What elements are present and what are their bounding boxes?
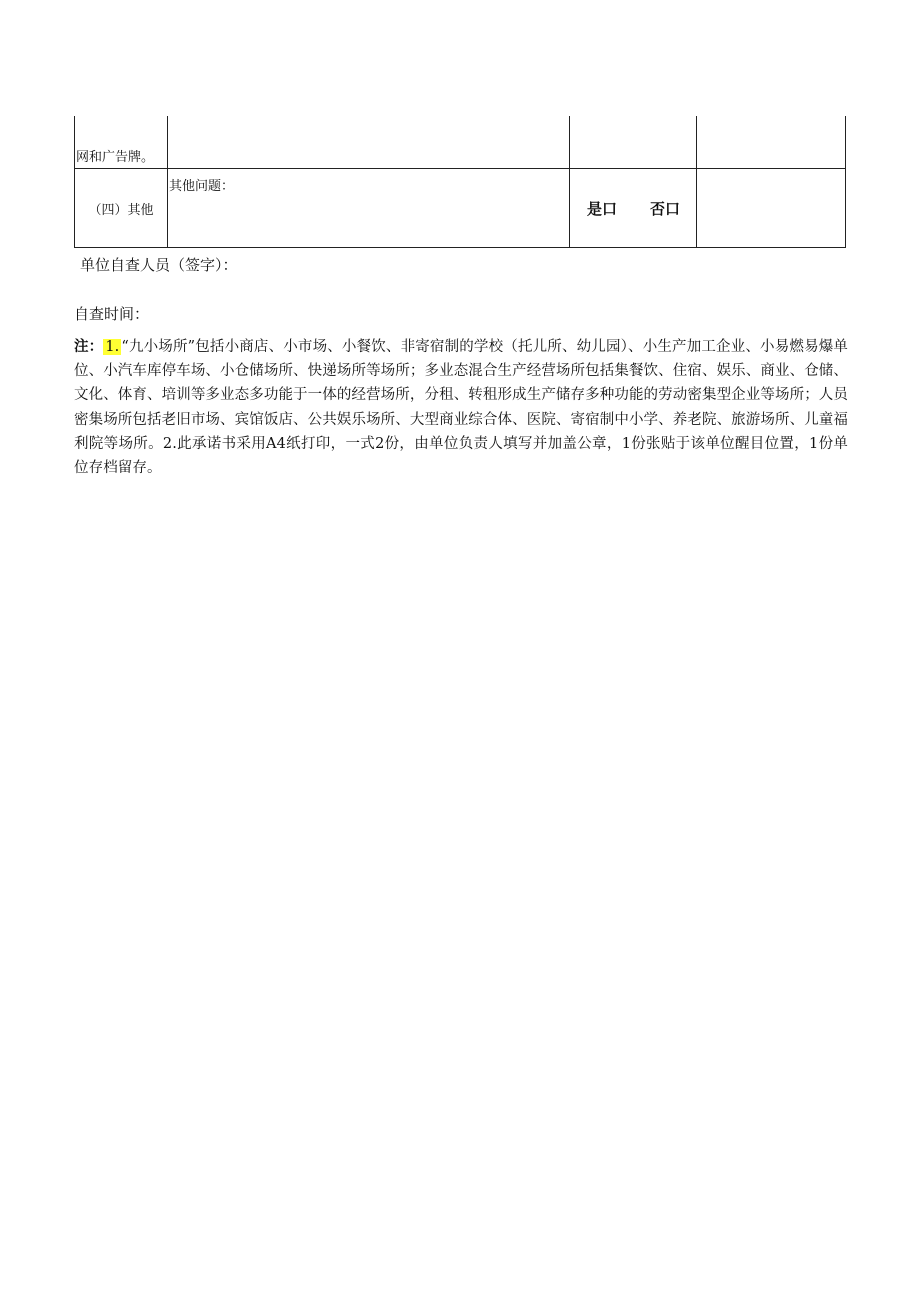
note-body: “九小场所”包括小商店、小市场、小餐饮、非寄宿制的学校（托儿所、幼儿园）、小生产加工企业、小易燃易爆单位、小汽车库停车场、小仓储场所、快递场所等场所；多业态混合生产经营场所包括集餐饮、住宿、娱乐、商业、仓储、文化、体育、培训等多业态多功能于一体的经营场所，分租、转租形成生产储存多种功能的劳动密集型企业等场所；人员密集场所包括老旧市场、宾馆饭店、公共娱乐场所、大型商业综合体、医院、寄宿制中小学、养老院、旅游场所、儿童福利院等场所。2.此承诺书采用A4纸打印，一式2份，由单位负责人填写并加盖公章，1份张贴于该单位醒目位置，1份单位存档留存。	[74, 339, 849, 477]
no-checkbox[interactable]: 否口	[649, 199, 680, 218]
table-row	[75, 116, 846, 169]
question-cell	[168, 116, 570, 169]
question-cell	[168, 169, 570, 248]
category-cell	[75, 116, 168, 169]
note-number-highlight: 1.	[105, 339, 120, 355]
table-row	[75, 169, 846, 248]
inspection-table	[74, 116, 846, 248]
footnote	[74, 335, 848, 480]
question-label: 其他问题：	[169, 179, 235, 194]
category-label: （四）其他	[88, 202, 154, 218]
remark-cell	[697, 116, 846, 169]
answer-cell	[570, 116, 697, 169]
answer-cell	[570, 169, 697, 248]
note-lead: 注：	[74, 339, 104, 355]
category-label: 网和广告牌。	[76, 150, 155, 165]
remark-cell	[697, 169, 846, 248]
yes-checkbox[interactable]: 是口	[587, 199, 618, 218]
inspection-time-line: 自查时间：	[74, 305, 150, 323]
signature-line: 单位自查人员（签字）：	[80, 256, 238, 274]
category-cell	[75, 169, 168, 248]
